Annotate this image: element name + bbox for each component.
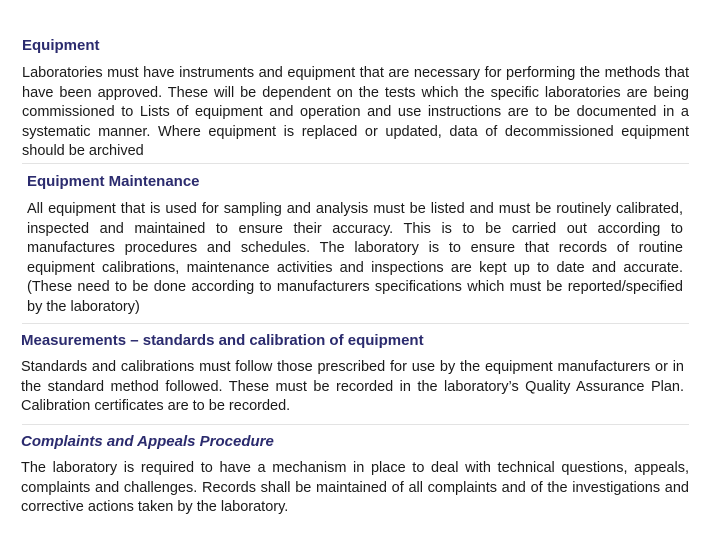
section-body-equipment: Laboratories must have instruments and equipment that are necessary for performing the methods that have been approved. These will be dependent on the tests which the specific laboratories are being commissioned to Lists of equipment and operation and use instructions are to be documented in a systematic manner. Where equipment is replaced or updated, data of decommissioned equipment should be archived — [22, 65, 689, 159]
section-body-complaints-appeals: The laboratory is required to have a mechanism in place to deal with technical questions, appeals, complaints and challenges. Records shall be maintained of all complaints and of the investigations and corrective actions taken by the laboratory. — [21, 460, 689, 515]
section-measurements — [21, 331, 684, 417]
section-heading-measurements: Measurements – standards and calibration of equipment — [21, 332, 424, 349]
section-complaints-appeals — [21, 432, 689, 518]
divider — [22, 163, 689, 164]
section-heading-complaints-appeals: Complaints and Appeals Procedure — [21, 433, 274, 450]
section-equipment — [22, 36, 689, 162]
divider — [22, 424, 689, 425]
section-body-measurements: Standards and calibrations must follow those prescribed for use by the equipment manufacturers or in the standard method followed. These must be recorded in the laboratory’s Quality Assurance Plan. Calibration certificates are to be recorded. — [21, 359, 684, 414]
section-body-equipment-maintenance: All equipment that is used for sampling and analysis must be listed and must be routinely calibrated, inspected and maintained to ensure their accuracy. This is to be carried out according to manufactures procedures and schedules. The laboratory is to ensure that records of routine equipment calibrations, maintenance activities and inspections are kept up to date and accurate. (These need to be done according to manufacturers specifications which must be reported/specified by the laboratory) — [27, 201, 683, 315]
section-equipment-maintenance — [27, 172, 683, 317]
divider — [22, 323, 689, 324]
section-heading-equipment-maintenance: Equipment Maintenance — [27, 173, 200, 190]
section-heading-equipment: Equipment — [22, 37, 100, 54]
